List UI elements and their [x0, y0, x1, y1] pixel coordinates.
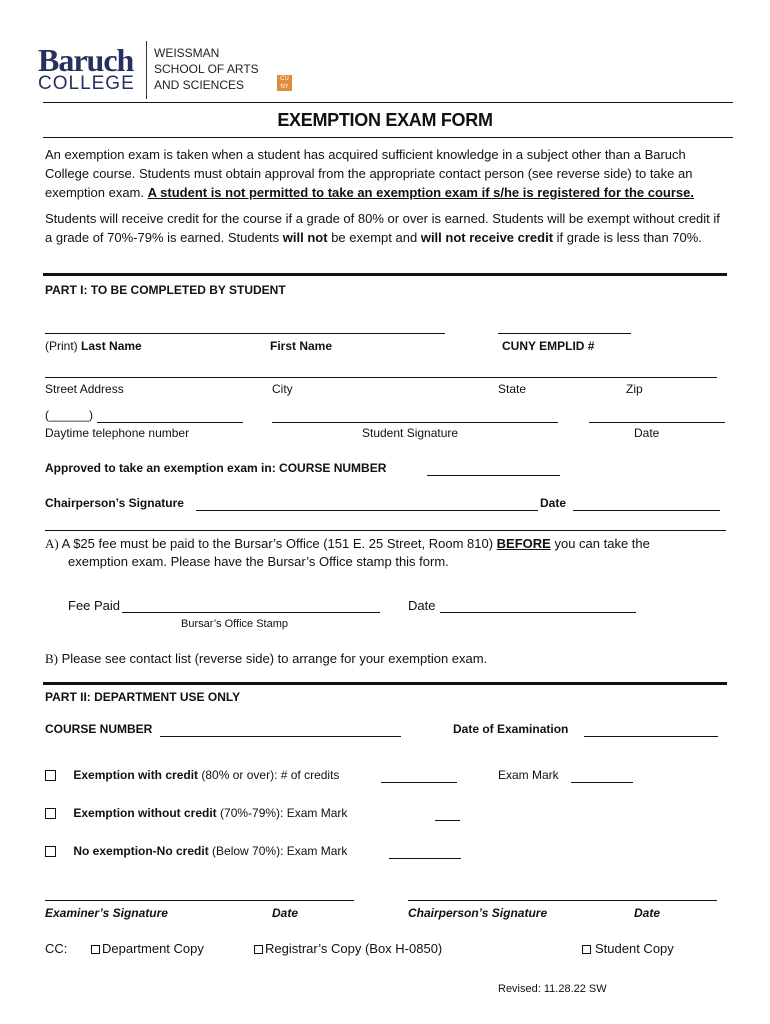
- fee-a-text2: you can take the: [554, 536, 650, 551]
- cc-student[interactable]: [582, 941, 674, 956]
- intro-p2-d: will not receive credit: [420, 230, 554, 245]
- student-signature-line[interactable]: [272, 422, 558, 423]
- part2-heading: PART II: DEPARTMENT USE ONLY: [45, 690, 241, 704]
- chair2-date-label: Date: [634, 906, 661, 920]
- cuny-logo: CU NY: [277, 75, 292, 91]
- fee-paid-line[interactable]: [122, 612, 380, 613]
- name-line[interactable]: [45, 333, 445, 334]
- exam-date-line[interactable]: [584, 736, 718, 737]
- checkbox-icon[interactable]: [45, 770, 56, 781]
- course-number-line[interactable]: [160, 736, 401, 737]
- course-number-label: COURSE NUMBER: [45, 722, 153, 736]
- first-name-label: First Name: [270, 339, 333, 353]
- checkbox-icon[interactable]: [582, 945, 591, 954]
- intro-p2-c: be exempt and: [331, 230, 418, 245]
- fee-a-label: A): [45, 536, 59, 551]
- title-rule: [43, 137, 733, 138]
- chair-signature-label: Chairperson’s Signature: [45, 496, 184, 510]
- student-date-label: Date: [634, 426, 660, 440]
- fee-a-before: BEFORE: [496, 536, 551, 551]
- revised-note: Revised: 11.28.22 SW: [498, 983, 607, 995]
- option-no-exemption[interactable]: [45, 844, 347, 858]
- logo-wordmark-bottom: COLLEGE: [38, 73, 135, 94]
- opt3-mark-line[interactable]: [389, 858, 461, 859]
- header-rule: [43, 102, 733, 103]
- checkbox-icon[interactable]: [254, 945, 263, 954]
- intro-p2-b: will not: [282, 230, 328, 245]
- fee-b-label: B): [45, 651, 58, 666]
- logo-divider: [146, 41, 147, 99]
- fee-paid-label: Fee Paid: [68, 598, 121, 613]
- student-date-line[interactable]: [589, 422, 725, 423]
- checkbox-icon[interactable]: [45, 846, 56, 857]
- school-name: [154, 45, 259, 93]
- part2-rule: [43, 682, 727, 685]
- cc-registrar-text: Registrar’s Copy (Box H-0850): [265, 941, 443, 956]
- intro-paragraph-1: [45, 145, 727, 202]
- cc-department[interactable]: [91, 941, 204, 956]
- opt3-rest: (Below 70%): Exam Mark: [212, 844, 348, 858]
- chair-date-line[interactable]: [573, 510, 720, 511]
- intro-emphasis: A student is not permitted to take an exemption exam if s/he is registered for the course.: [147, 185, 694, 200]
- part1-rule: [43, 273, 727, 276]
- logo-wordmark-top: Baruch: [38, 42, 134, 78]
- approved-label: Approved to take an exemption exam in: COURSE NUMBER: [45, 461, 387, 475]
- cc-label: CC:: [45, 941, 68, 956]
- fee-rule: [45, 530, 726, 531]
- state-label: State: [498, 382, 527, 396]
- option-with-credit[interactable]: [45, 768, 339, 782]
- cc-dept-text: Department Copy: [102, 941, 204, 956]
- checkbox-icon[interactable]: [91, 945, 100, 954]
- phone-area-code: (______): [45, 408, 94, 422]
- opt2-rest: (70%-79%): Exam Mark: [220, 806, 348, 820]
- phone-label: Daytime telephone number: [45, 426, 190, 440]
- examiner-signature-label: Examiner’s Signature: [45, 906, 168, 920]
- school-line-1: WEISSMAN: [154, 46, 220, 60]
- opt1-mark-line[interactable]: [571, 782, 633, 783]
- cc-registrar[interactable]: [254, 941, 442, 956]
- opt1-rest: (80% or over): # of credits: [201, 768, 340, 782]
- option-without-credit[interactable]: [45, 806, 347, 820]
- chair-signature-line[interactable]: [196, 510, 538, 511]
- chair-date-label: Date: [540, 496, 567, 510]
- intro-text: An exemption exam is taken when a student has acquired sufficient knowledge in a subject other than a Baruch College course. Students must obtain approval from the appropriate contact person (see reverse side) to take an exemption exam.: [45, 147, 693, 200]
- emplid-label: CUNY EMPLID #: [502, 339, 595, 353]
- opt1-bold: Exemption with credit: [73, 768, 199, 782]
- phone-line[interactable]: [97, 422, 243, 423]
- intro-p2-e: if grade is less than 70%.: [556, 230, 702, 245]
- address-line[interactable]: [45, 377, 717, 378]
- school-line-2: SCHOOL OF ARTS: [154, 62, 259, 76]
- credits-line[interactable]: [381, 782, 457, 783]
- examiner-signature-line[interactable]: [45, 900, 354, 901]
- street-label: Street Address: [45, 382, 124, 396]
- last-name-text: Last Name: [81, 339, 142, 353]
- school-line-3: AND SCIENCES: [154, 78, 245, 92]
- approved-course-line[interactable]: [427, 475, 560, 476]
- fee-b-line: [45, 651, 487, 667]
- last-name-label: [45, 339, 142, 353]
- page-title: EXEMPTION EXAM FORM: [277, 110, 493, 130]
- cc-student-text: Student Copy: [595, 941, 674, 956]
- zip-label: Zip: [626, 382, 643, 396]
- emplid-line[interactable]: [498, 333, 631, 334]
- exam-date-label: Date of Examination: [453, 722, 569, 736]
- chair2-signature-label: Chairperson’s Signature: [408, 906, 548, 920]
- fee-a-text1: A $25 fee must be paid to the Bursar’s Office (151 E. 25 Street, Room 810): [61, 536, 494, 551]
- opt2-mark-line[interactable]: [435, 820, 460, 821]
- checkbox-icon[interactable]: [45, 808, 56, 819]
- fee-date-line[interactable]: [440, 612, 636, 613]
- fee-a-line1: [45, 536, 650, 552]
- bursar-stamp-label: Bursar’s Office Stamp: [181, 618, 288, 630]
- examiner-date-label: Date: [272, 906, 299, 920]
- chair2-signature-line[interactable]: [408, 900, 717, 901]
- opt1-mark-label: Exam Mark: [498, 768, 559, 782]
- city-label: City: [272, 382, 293, 396]
- intro-p2-a: Students will receive credit for the course if a grade of 80% or over is earned. Students will be exempt without credit if a grade of 70%-79% is earned. Students: [45, 211, 720, 245]
- student-signature-label: Student Signature: [362, 426, 459, 440]
- part1-heading: PART I: TO BE COMPLETED BY STUDENT: [45, 283, 286, 297]
- opt3-bold: No exemption-No credit: [73, 844, 209, 858]
- opt2-bold: Exemption without credit: [73, 806, 217, 820]
- intro-paragraph-2: [45, 209, 727, 247]
- fee-date-label: Date: [408, 598, 436, 613]
- fee-a-line2: exemption exam. Please have the Bursar’s Office stamp this form.: [68, 554, 449, 569]
- print-prefix: (Print): [45, 339, 78, 353]
- fee-b-text: Please see contact list (reverse side) to arrange for your exemption exam.: [61, 651, 488, 666]
